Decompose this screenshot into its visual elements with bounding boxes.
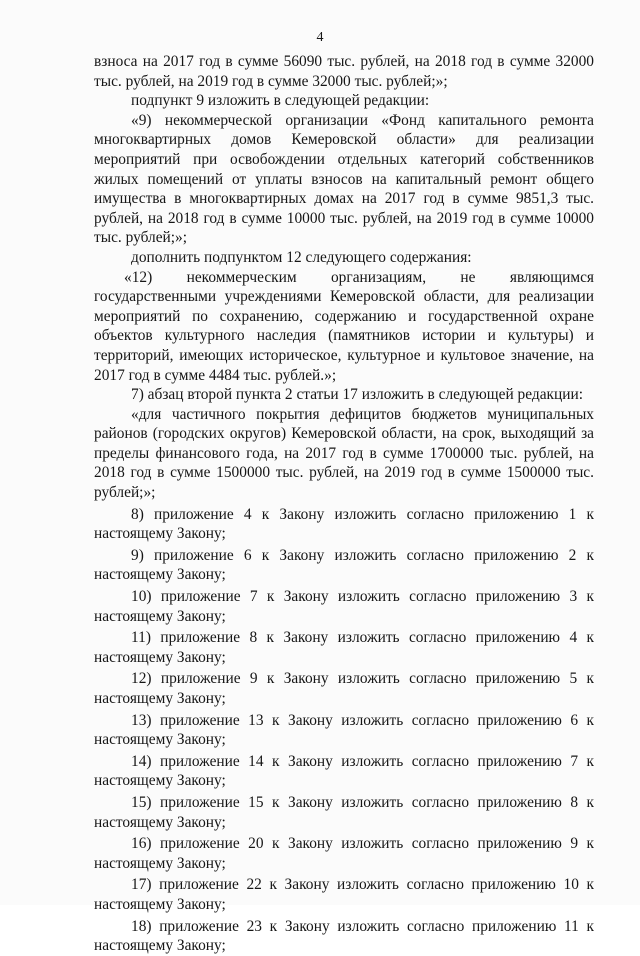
list-item: 14) приложение 14 к Закону изложить согласно приложению 7 к настоящему Закону; — [94, 752, 594, 790]
list-item: 17) приложение 22 к Закону изложить согласно приложению 10 к настоящему Закону; — [94, 876, 594, 913]
list-item: 15) приложение 15 к Закону изложить согласно приложению 8 к настоящему Закону; — [94, 793, 594, 831]
paragraph: взноса на 2017 год в сумме 56090 тыс. рублей, на 2018 год в сумме 32000 тыс. рублей, на 2019 год в сумме 32000 тыс. рублей;»; — [94, 53, 594, 90]
list-item: 13) приложение 13 к Закону изложить согласно приложению 6 к настоящему Закону; — [94, 711, 594, 749]
document-body — [94, 52, 594, 956]
list-item: 12) приложение 9 к Закону изложить согласно приложению 5 к настоящему Закону; — [94, 670, 594, 707]
list-item: 10) приложение 7 к Закону изложить согласно приложению 3 к настоящему Закону; — [94, 588, 594, 625]
paragraph: «12) некоммерческим организациям, не являющимся государственными учреждениями Кемеровской области, для реализации мероприятий по сохранению, содержанию и государственной охране объектов культурного наследия (памятников истории и культуры) и территорий, имеющих историческое, культурное и культовое значение, на 2017 год в сумме 4484 тыс. рублей.»; — [94, 268, 594, 384]
paragraph: дополнить подпунктом 12 следующего содержания: — [131, 248, 472, 266]
paragraph: «для частичного покрытия дефицитов бюджетов муниципальных районов (городских округов) Кемеровской области, на срок, выходящий за пределы финансового года, на 2017 год в сумме 1700000 тыс. рублей, на 2018 год в сумме 1500000 тыс. рублей, на 2019 год в сумме 1500000 тыс. рублей;»; — [94, 405, 594, 502]
paragraph: «9) некоммерческой организации «Фонд капитального ремонта многоквартирных домов Кемеровской области» для реализации мероприятий при освобождении отдельных категорий собственников жилых помещений от уплаты взносов на капитальный ремонт общего имущества в многоквартирных домах на 2017 год в сумме 9851,3 тыс. рублей, на 2018 год в сумме 10000 тыс. рублей, на 2019 год в сумме 10000 тыс. рублей;»; — [94, 111, 594, 247]
page-number: 4 — [316, 30, 324, 45]
list-item: 8) приложение 4 к Закону изложить согласно приложению 1 к настоящему Закону; — [94, 505, 594, 543]
list-item: 9) приложение 6 к Закону изложить согласно приложению 2 к настоящему Закону; — [94, 546, 594, 584]
paragraph: подпункт 9 изложить в следующей редакции: — [131, 92, 430, 110]
list-item: 16) приложение 20 к Закону изложить согласно приложению 9 к настоящему Закону; — [94, 835, 594, 872]
paragraph: 7) абзац второй пункта 2 статьи 17 изложить в следующей редакции: — [131, 386, 583, 404]
list-item: 11) приложение 8 к Закону изложить согласно приложению 4 к настоящему Закону; — [94, 629, 594, 666]
list-item: 18) приложение 23 к Закону изложить согласно приложению 11 к настоящему Закону; — [94, 917, 594, 955]
